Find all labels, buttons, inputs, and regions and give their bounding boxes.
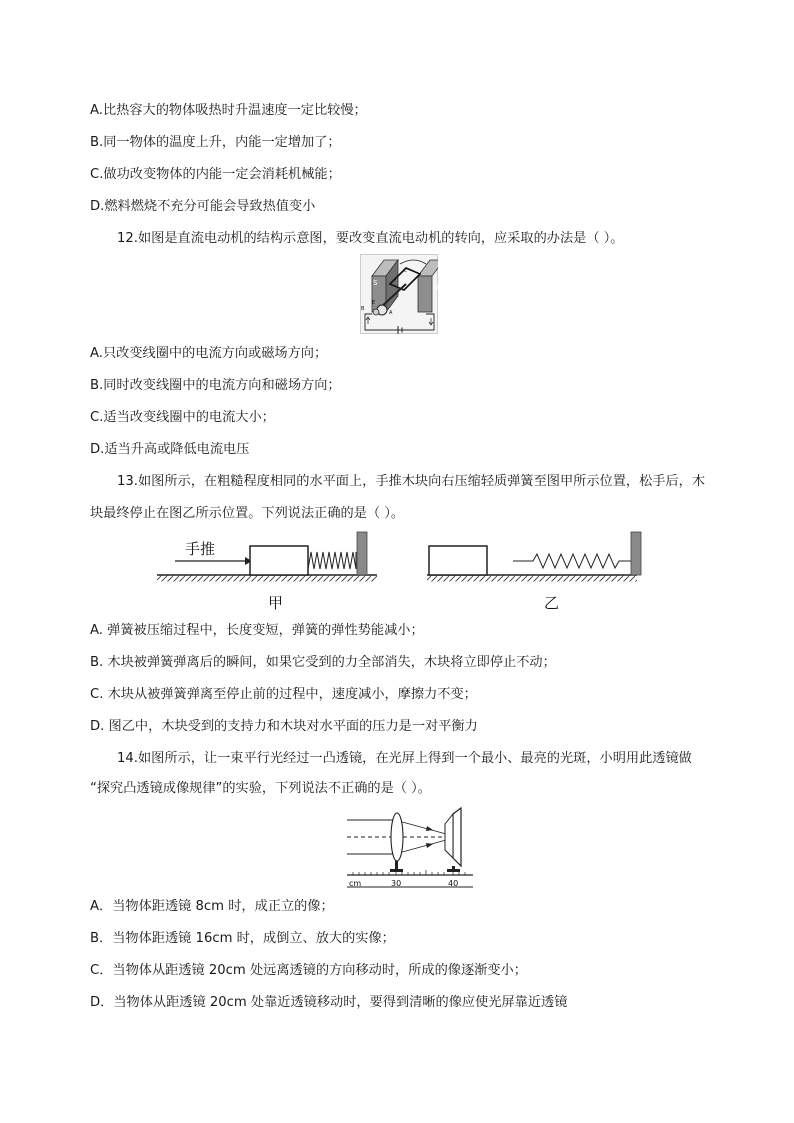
dc-motor-diagram — [360, 254, 438, 334]
q14-stem-line2: “探究凸透镜成像规律”的实验，下列说法不正确的是（ ）。 — [90, 781, 431, 796]
motor-label-e: E — [372, 300, 376, 306]
q13-option-a: A. 弹簧被压缩过程中，长度变短，弹簧的弹性势能减小； — [90, 623, 424, 638]
q14-option-d: D．当物体从距透镜 20cm 处靠近透镜移动时，要得到清晰的像应使光屏靠近透镜 — [90, 995, 568, 1010]
q11-option-c: C.做功改变物体的内能一定会消耗机械能； — [90, 167, 341, 182]
q14-option-b: B．当物体距透镜 16cm 时，成倒立、放大的实像； — [90, 931, 395, 946]
q13-stem-line2: 块最终停止在图乙所示位置。下列说法正确的是（ ）。 — [90, 506, 405, 521]
ruler-tick-30: 30 — [391, 879, 402, 888]
spring-compressed — [308, 552, 356, 569]
q14-stem-line1: 14.如图所示，让一束平行光经过一凸透镜，在光屏上得到一个最小、最亮的光斑，小明用此透镜做 — [117, 751, 692, 766]
caption-jia: 甲 — [268, 594, 284, 612]
q11-option-a: A.比热容大的物体吸热时升温速度一定比较慢； — [90, 103, 367, 118]
q14-option-a: A．当物体距透镜 8cm 时，成正立的像； — [90, 899, 334, 914]
q13-option-c: C. 木块从被弹簧弹离至停止前的过程中，速度减小，摩擦力不变； — [90, 687, 477, 702]
caption-yi: 乙 — [544, 594, 560, 612]
q11-option-d: D.燃料燃烧不充分可能会导致热值变小 — [90, 199, 316, 214]
ruler-unit: cm — [349, 879, 362, 888]
q13-option-b: B. 木块被弹簧弹离后的瞬间，如果它受到的力全部消失，木块将立即停止不动； — [90, 655, 556, 670]
push-label: 手推 — [185, 540, 216, 558]
q14-option-c: C．当物体从距透镜 20cm 处远离透镜的方向移动时，所成的像逐渐变小； — [90, 963, 527, 978]
q12-option-d: D.适当升高或降低电流电压 — [90, 442, 250, 457]
spring-relaxed — [513, 554, 631, 568]
q11-option-b: B.同一物体的温度上升，内能一定增加了； — [90, 135, 341, 150]
motor-label-s: S — [373, 279, 378, 287]
q13-option-d: D. 图乙中，木块受到的支持力和木块对水平面的压力是一对平衡力 — [90, 719, 478, 734]
motor-label-n: N — [433, 284, 438, 292]
spring-block-diagram — [155, 528, 667, 586]
ruler-tick-40: 40 — [448, 879, 459, 888]
q12-option-a: A.只改变线圈中的电流方向或磁场方向； — [90, 346, 328, 361]
motor-label-c: c — [404, 268, 407, 274]
motor-label-b: B — [361, 306, 365, 312]
q13-stem-line1: 13.如图所示，在粗糙程度相同的水平面上，手推木块向右压缩轻质弹簧至图甲所示位置，松手后，木 — [117, 474, 706, 489]
motor-label-a: A — [389, 310, 393, 316]
convex-lens-diagram — [345, 806, 475, 890]
q12-option-c: C.适当改变线圈中的电流大小； — [90, 410, 275, 425]
q12-option-b: B.同时改变线圈中的电流方向和磁场方向； — [90, 378, 341, 393]
q12-stem: 12.如图是直流电动机的结构示意图，要改变直流电动机的转向，应采取的办法是（ ）。 — [117, 231, 624, 246]
